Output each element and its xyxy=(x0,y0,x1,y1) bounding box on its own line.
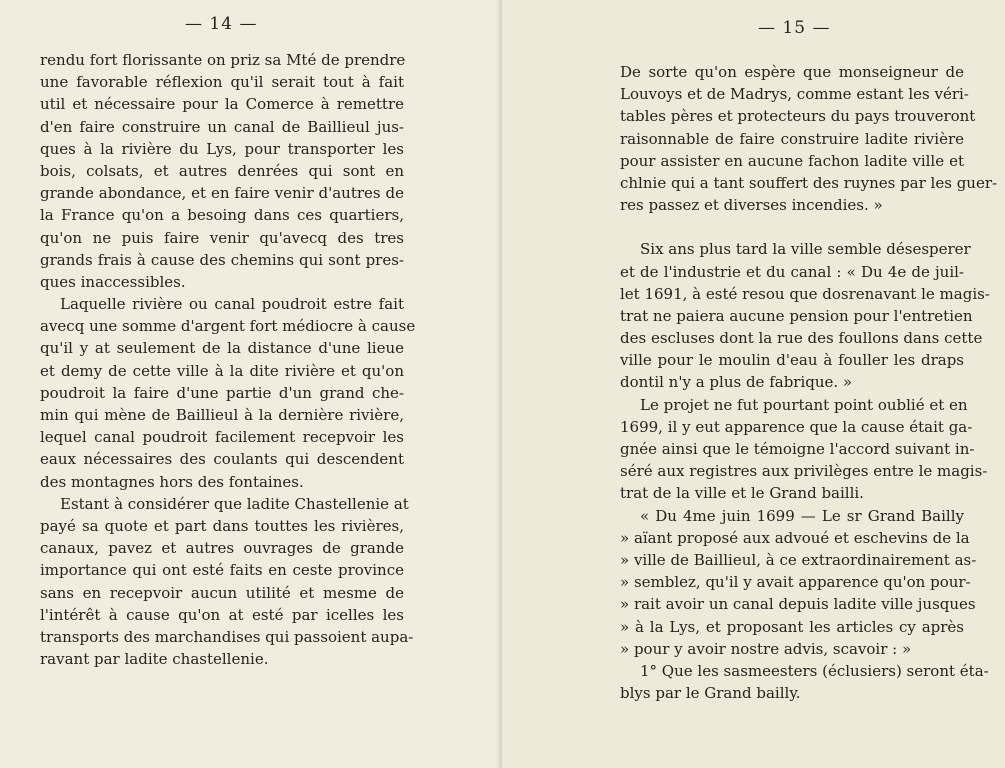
text-line: ravant par ladite chastellenie. xyxy=(40,650,269,669)
text-line: trat de la ville et le Grand bailli. xyxy=(620,484,864,503)
text-line: poudroit la faire d'une partie d'un grand che- xyxy=(40,383,404,402)
text-line: séré aux registres aux privilèges entre le magis- xyxy=(620,462,988,481)
paragraph-gap xyxy=(620,216,964,238)
text-line: lequel canal poudroit facilement recepvoir les xyxy=(40,428,404,447)
text-line: qu'il y at seulement de la distance d'une lieue xyxy=(40,339,404,358)
text-line: avecq une somme d'argent fort médiocre à cause xyxy=(40,317,416,336)
text-line: sans en recepvoir aucun utilité et mesme de xyxy=(40,583,404,602)
text-line: des escluses dont la rue des foullons dans cette xyxy=(620,329,983,348)
text-line: tables pères et protecteurs du pays trouveront xyxy=(620,107,976,126)
text-line: min qui mène de Baillieul à la dernière rivière, xyxy=(40,406,404,424)
text-line: 1699, il y eut apparence que la cause était ga- xyxy=(620,417,973,436)
text-line: eaux nécessaires des coulants qui descendent xyxy=(40,450,404,469)
text-line: l'intérêt à cause qu'on at esté par icelles les xyxy=(40,605,404,624)
text-line: grande abondance, et en faire venir d'autres de xyxy=(40,184,404,203)
text-line: util et nécessaire pour la Comerce à remettre xyxy=(40,95,404,114)
text-line: ville pour le moulin d'eau à fouller les draps xyxy=(620,351,964,370)
text-line: ques à la rivière du Lys, pour transporter les xyxy=(40,139,404,158)
text-line: « Du 4me juin 1699 — Le sr Grand Bailly xyxy=(640,506,964,525)
text-line: Laquelle rivière ou canal poudroit estre fait xyxy=(60,295,404,314)
text-line: » semblez, qu'il y avait apparence qu'on pour- xyxy=(620,573,971,592)
text-line: » aïant proposé aux advoué et eschevins de la xyxy=(620,528,970,547)
text-line: rendu fort florissante on priz sa Mté de prendre xyxy=(40,51,406,69)
text-line: » pour y avoir nostre advis, scavoir : » xyxy=(620,639,912,658)
text-line: 1° Que les sasmeesters (éclusiers) seront éta- xyxy=(640,661,989,680)
text-line: dontil n'y a plus de fabrique. » xyxy=(620,373,853,392)
text-line: payé sa quote et part dans touttes les rivières, xyxy=(40,516,404,535)
text-line: let 1691, à esté resou que dosrenavant le magis- xyxy=(620,284,990,303)
page-number-left: — 14 — xyxy=(185,14,258,34)
text-line: trat ne paiera aucune pension pour l'entretien xyxy=(620,306,973,325)
text-line: qu'on ne puis faire venir qu'avecq des tres xyxy=(40,228,404,247)
text-line: d'en faire construire un canal de Baillieul jus- xyxy=(40,117,404,136)
text-line: importance qui ont esté faits en ceste province xyxy=(40,561,404,580)
right-page xyxy=(502,0,1005,768)
text-line: bois, colsats, et autres denrées qui sont en xyxy=(40,161,404,180)
right-page-text xyxy=(620,61,998,704)
text-line: » rait avoir un canal depuis ladite ville jusques xyxy=(620,595,976,614)
text-line: De sorte qu'on espère que monseigneur de xyxy=(620,63,964,81)
text-line: » ville de Baillieul, à ce extraordinairement as- xyxy=(620,550,977,569)
text-line: » à la Lys, et proposant les articles cy après xyxy=(620,617,964,636)
text-line: des montagnes hors des fontaines. xyxy=(40,472,304,491)
text-line: Louvoys et de Madrys, comme estant les véri- xyxy=(620,85,969,104)
text-line: ques inaccessibles. xyxy=(40,272,186,291)
text-line: pour assister en aucune fachon ladite ville et xyxy=(620,151,964,170)
text-line: Six ans plus tard la ville semble désesperer xyxy=(640,240,971,259)
text-line: raisonnable de faire construire ladite rivière xyxy=(620,129,964,148)
text-line: Estant à considérer que ladite Chastellenie at xyxy=(60,494,409,513)
text-line: canaux, pavez et autres ouvrages de grande xyxy=(40,539,404,558)
text-line: et demy de cette ville à la dite rivière et qu'on xyxy=(40,361,404,380)
text-line: gnée ainsi que le témoigne l'accord suivant in- xyxy=(620,440,975,458)
text-line: blys par le Grand bailly. xyxy=(620,684,801,703)
text-line: transports des marchandises qui passoient aupa- xyxy=(40,627,414,646)
text-line: chlnie qui a tant souffert des ruynes par les guer- xyxy=(620,173,998,192)
text-line: une favorable réflexion qu'il serait tout à fait xyxy=(40,73,404,92)
left-page xyxy=(0,0,502,768)
text-line: res passez et diverses incendies. » xyxy=(620,196,883,215)
page-number-right: — 15 — xyxy=(758,18,831,38)
left-page-text xyxy=(40,49,416,670)
text-line: et de l'industrie et du canal : « Du 4e de juil- xyxy=(620,262,964,281)
text-line: la France qu'on a besoing dans ces quartiers, xyxy=(40,206,404,225)
text-line: grands frais à cause des chemins qui sont pres- xyxy=(40,250,404,269)
text-line: Le projet ne fut pourtant point oublié et en xyxy=(640,395,968,414)
